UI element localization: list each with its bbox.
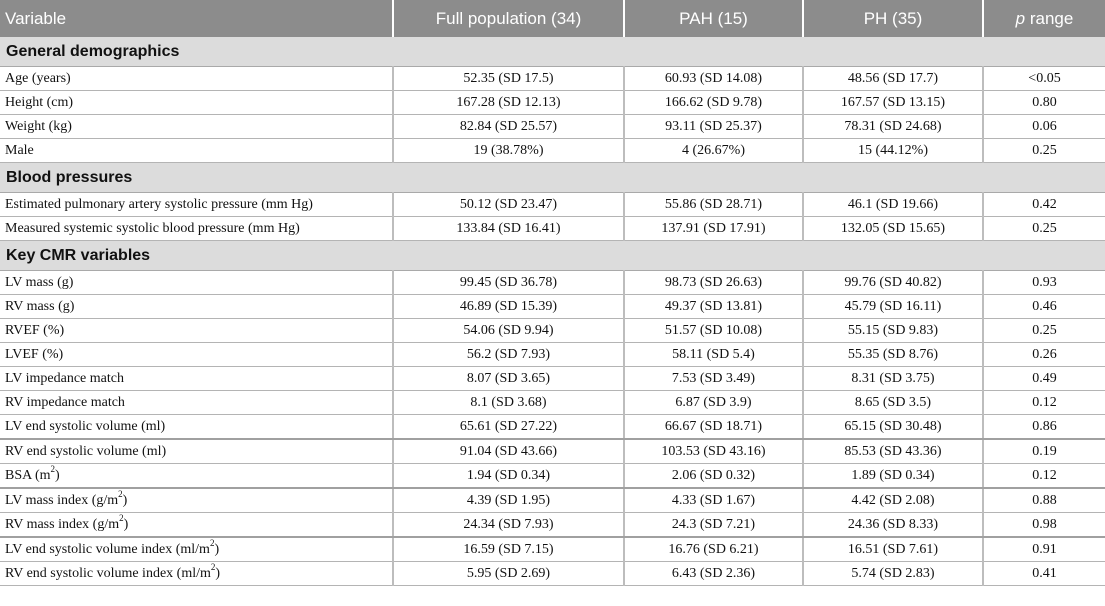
full-population-cell: 167.28 (SD 12.13) — [393, 91, 624, 115]
section-header-row — [0, 37, 1105, 67]
variable-cell — [0, 464, 393, 489]
pah-cell: 24.3 (SD 7.21) — [624, 513, 803, 538]
table-row — [0, 562, 1105, 586]
table-row — [0, 217, 1105, 241]
section-header-row — [0, 163, 1105, 193]
ph-cell: 65.15 (SD 30.48) — [803, 415, 983, 440]
p-range-cell: 0.26 — [983, 343, 1105, 367]
unit-close: ) — [122, 492, 128, 508]
variable-label: RVEF (%) — [5, 322, 65, 338]
table-header — [0, 0, 1105, 37]
p-range-cell: 0.49 — [983, 367, 1105, 391]
ph-cell: 15 (44.12%) — [803, 139, 983, 163]
ph-cell: 132.05 (SD 15.65) — [803, 217, 983, 241]
p-range-cell: 0.86 — [983, 415, 1105, 440]
ph-cell: 167.57 (SD 13.15) — [803, 91, 983, 115]
p-range-cell: 0.88 — [983, 488, 1105, 513]
header-ph: PH (35) — [803, 0, 983, 37]
variable-cell — [0, 91, 393, 115]
table-body — [0, 37, 1105, 586]
table-row — [0, 295, 1105, 319]
variable-label: LV impedance match — [5, 370, 124, 386]
variable-label: RV impedance match — [5, 394, 125, 410]
pah-cell: 60.93 (SD 14.08) — [624, 67, 803, 91]
full-population-cell: 8.1 (SD 3.68) — [393, 391, 624, 415]
full-population-cell: 50.12 (SD 23.47) — [393, 193, 624, 217]
ph-cell: 55.15 (SD 9.83) — [803, 319, 983, 343]
header-p-range — [983, 0, 1105, 37]
variable-label: BSA (m — [5, 467, 51, 483]
ph-cell: 8.31 (SD 3.75) — [803, 367, 983, 391]
unit-close: ) — [215, 565, 221, 581]
variable-cell — [0, 295, 393, 319]
ph-cell: 99.76 (SD 40.82) — [803, 271, 983, 295]
section-title: Key CMR variables — [0, 241, 1105, 271]
unit-close: ) — [214, 541, 220, 557]
variable-label: RV mass (g) — [5, 298, 75, 314]
variable-label: Height (cm) — [5, 94, 74, 110]
ph-cell: 45.79 (SD 16.11) — [803, 295, 983, 319]
variable-label: RV end systolic volume index (ml/m — [5, 565, 211, 581]
unit-close: ) — [123, 516, 129, 532]
p-range-cell: 0.06 — [983, 115, 1105, 139]
variable-label: LVEF (%) — [5, 346, 64, 362]
table-row — [0, 439, 1105, 464]
variable-label: LV mass index (g/m — [5, 492, 119, 508]
table-row — [0, 139, 1105, 163]
variable-label: Estimated pulmonary artery systolic pressure (mm Hg) — [5, 196, 313, 212]
table-row — [0, 488, 1105, 513]
pah-cell: 4.33 (SD 1.67) — [624, 488, 803, 513]
p-range-cell: 0.25 — [983, 319, 1105, 343]
variable-label: LV end systolic volume index (ml/m — [5, 541, 210, 557]
table-row — [0, 391, 1105, 415]
full-population-cell: 52.35 (SD 17.5) — [393, 67, 624, 91]
full-population-cell: 1.94 (SD 0.34) — [393, 464, 624, 489]
p-range-cell: 0.41 — [983, 562, 1105, 586]
p-range-cell: 0.25 — [983, 139, 1105, 163]
full-population-cell: 5.95 (SD 2.69) — [393, 562, 624, 586]
variable-label: Weight (kg) — [5, 118, 72, 134]
p-range-cell: 0.91 — [983, 537, 1105, 562]
unit-superscript: 2 — [119, 512, 124, 523]
header-p-rest: range — [1025, 8, 1074, 28]
variable-label: Measured systemic systolic blood pressure (mm Hg) — [5, 220, 300, 236]
ph-cell: 24.36 (SD 8.33) — [803, 513, 983, 538]
pah-cell: 4 (26.67%) — [624, 139, 803, 163]
p-range-cell: 0.12 — [983, 391, 1105, 415]
pah-cell: 6.87 (SD 3.9) — [624, 391, 803, 415]
variable-label: Age (years) — [5, 70, 71, 86]
pah-cell: 49.37 (SD 13.81) — [624, 295, 803, 319]
pah-cell: 137.91 (SD 17.91) — [624, 217, 803, 241]
ph-cell: 5.74 (SD 2.83) — [803, 562, 983, 586]
p-range-cell: 0.12 — [983, 464, 1105, 489]
p-range-cell: 0.42 — [983, 193, 1105, 217]
variable-cell — [0, 139, 393, 163]
variable-cell — [0, 193, 393, 217]
table-row — [0, 343, 1105, 367]
table-row — [0, 537, 1105, 562]
full-population-cell: 19 (38.78%) — [393, 139, 624, 163]
full-population-cell: 99.45 (SD 36.78) — [393, 271, 624, 295]
full-population-cell: 8.07 (SD 3.65) — [393, 367, 624, 391]
full-population-cell: 56.2 (SD 7.93) — [393, 343, 624, 367]
full-population-cell: 54.06 (SD 9.94) — [393, 319, 624, 343]
variable-cell — [0, 488, 393, 513]
pah-cell: 66.67 (SD 18.71) — [624, 415, 803, 440]
pah-cell: 58.11 (SD 5.4) — [624, 343, 803, 367]
unit-superscript: 2 — [118, 488, 123, 499]
variable-label: RV end systolic volume (ml) — [5, 443, 167, 459]
full-population-cell: 65.61 (SD 27.22) — [393, 415, 624, 440]
full-population-cell: 24.34 (SD 7.93) — [393, 513, 624, 538]
table-row — [0, 464, 1105, 489]
unit-close: ) — [55, 467, 60, 483]
variable-label: LV end systolic volume (ml) — [5, 418, 166, 434]
variable-cell — [0, 513, 393, 538]
variable-cell — [0, 391, 393, 415]
variable-cell — [0, 271, 393, 295]
p-range-cell: 0.25 — [983, 217, 1105, 241]
table-row — [0, 319, 1105, 343]
pah-cell: 51.57 (SD 10.08) — [624, 319, 803, 343]
pah-cell: 55.86 (SD 28.71) — [624, 193, 803, 217]
header-pah: PAH (15) — [624, 0, 803, 37]
section-title: Blood pressures — [0, 163, 1105, 193]
header-p-italic: p — [1015, 8, 1026, 28]
pah-cell: 98.73 (SD 26.63) — [624, 271, 803, 295]
variable-cell — [0, 415, 393, 440]
pah-cell: 6.43 (SD 2.36) — [624, 562, 803, 586]
pah-cell: 93.11 (SD 25.37) — [624, 115, 803, 139]
variable-cell — [0, 319, 393, 343]
table-row — [0, 193, 1105, 217]
pah-cell: 103.53 (SD 43.16) — [624, 439, 803, 464]
unit-superscript: 2 — [50, 463, 56, 474]
header-row — [0, 0, 1105, 37]
unit-superscript: 2 — [209, 537, 215, 548]
table-row — [0, 271, 1105, 295]
full-population-cell: 16.59 (SD 7.15) — [393, 537, 624, 562]
full-population-cell: 46.89 (SD 15.39) — [393, 295, 624, 319]
ph-cell: 48.56 (SD 17.7) — [803, 67, 983, 91]
section-title: General demographics — [0, 37, 1105, 67]
variable-label: LV mass (g) — [5, 274, 74, 290]
section-header-row — [0, 241, 1105, 271]
variable-cell — [0, 439, 393, 464]
full-population-cell: 133.84 (SD 16.41) — [393, 217, 624, 241]
table-row — [0, 91, 1105, 115]
variable-label: RV mass index (g/m — [5, 516, 120, 532]
pah-cell: 7.53 (SD 3.49) — [624, 367, 803, 391]
ph-cell: 78.31 (SD 24.68) — [803, 115, 983, 139]
variable-cell — [0, 343, 393, 367]
variable-cell — [0, 115, 393, 139]
full-population-cell: 91.04 (SD 43.66) — [393, 439, 624, 464]
p-range-cell: 0.19 — [983, 439, 1105, 464]
ph-cell: 1.89 (SD 0.34) — [803, 464, 983, 489]
variable-label: Male — [5, 142, 34, 158]
pah-cell: 2.06 (SD 0.32) — [624, 464, 803, 489]
pah-cell: 16.76 (SD 6.21) — [624, 537, 803, 562]
table-row — [0, 367, 1105, 391]
ph-cell: 8.65 (SD 3.5) — [803, 391, 983, 415]
p-range-cell: 0.46 — [983, 295, 1105, 319]
p-range-cell: 0.98 — [983, 513, 1105, 538]
full-population-cell: 4.39 (SD 1.95) — [393, 488, 624, 513]
ph-cell: 46.1 (SD 19.66) — [803, 193, 983, 217]
p-range-cell: 0.93 — [983, 271, 1105, 295]
unit-superscript: 2 — [210, 561, 216, 572]
table-row — [0, 115, 1105, 139]
table-row — [0, 415, 1105, 440]
table-row — [0, 513, 1105, 538]
ph-cell: 4.42 (SD 2.08) — [803, 488, 983, 513]
full-population-cell: 82.84 (SD 25.57) — [393, 115, 624, 139]
p-range-cell: 0.80 — [983, 91, 1105, 115]
header-variable: Variable — [0, 0, 393, 37]
variable-cell — [0, 562, 393, 586]
pah-cell: 166.62 (SD 9.78) — [624, 91, 803, 115]
ph-cell: 55.35 (SD 8.76) — [803, 343, 983, 367]
variable-cell — [0, 217, 393, 241]
header-full-population: Full population (34) — [393, 0, 624, 37]
variable-cell — [0, 367, 393, 391]
table-row — [0, 67, 1105, 91]
ph-cell: 16.51 (SD 7.61) — [803, 537, 983, 562]
variable-cell — [0, 67, 393, 91]
p-range-cell: <0.05 — [983, 67, 1105, 91]
variable-cell — [0, 537, 393, 562]
ph-cell: 85.53 (SD 43.36) — [803, 439, 983, 464]
